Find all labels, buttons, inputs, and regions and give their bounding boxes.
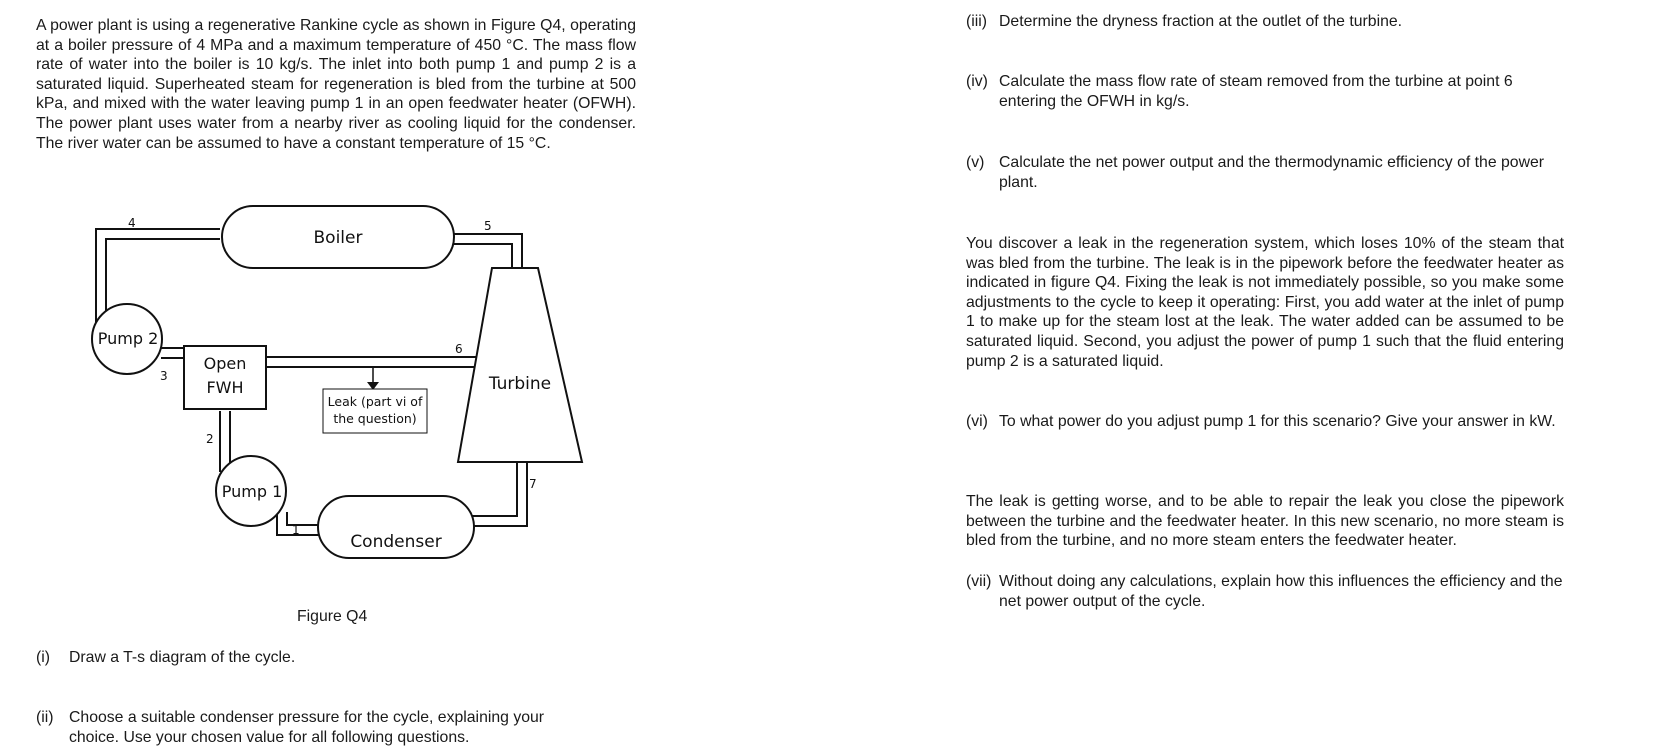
leak-label-line2: the question) (333, 411, 417, 426)
state-point-3: 3 (160, 369, 168, 383)
question-iii-number: (iii) (966, 13, 988, 30)
question-i-text: Draw a T-s diagram of the cycle. (69, 649, 296, 666)
intro-paragraph: A power plant is using a regenerative Rankine cycle as shown in Figure Q4, operating at a boiler pressure of 4 MPa and a maximum temperature of 450 °C. The mass flow rate of water into the boiler is 10 kg/s. The inlet into both pump 1 and pump 2 is a saturated liquid. Superheated steam for regeneration is bled from the turbine at 500 kPa, and mixed with the water leaving pump 1 in an open feedwater heater (OFWH). The power plant uses water from a nearby river as cooling liquid for the condenser. The river water can be assumed to have a constant temperature of 15 °C. (36, 17, 636, 152)
pipe-5-inner (452, 244, 512, 268)
question-vii (966, 572, 1566, 612)
ofwh-label-line1: Open (203, 354, 247, 373)
question-vi (966, 412, 1566, 432)
question-vii-text: Without doing any calculations, explain how this influences the efficiency and the net power output of the cycle. (999, 573, 1563, 610)
state-point-6: 6 (455, 342, 463, 356)
question-i-number: (i) (36, 649, 51, 666)
leak-label-line1: Leak (part vi of (327, 394, 423, 409)
state-point-2: 2 (206, 432, 214, 446)
ofwh-label-line2: FWH (206, 378, 244, 397)
question-v-number: (v) (966, 154, 985, 171)
question-iv-text: Calculate the mass flow rate of steam removed from the turbine at point 6 entering the OFWH in kg/s. (999, 73, 1513, 110)
state-point-7: 7 (529, 477, 537, 491)
pump-1-label: Pump 1 (221, 482, 283, 501)
condenser-label: Condenser (350, 532, 442, 552)
turbine (458, 268, 582, 462)
question-iv-number: (iv) (966, 73, 988, 90)
question-i (36, 648, 636, 668)
scenario-close-paragraph: The leak is getting worse, and to be able to repair the leak you close the pipework between the turbine and the feedwater heater. In this new scenario, no more steam is bled from the turbine, and no more steam enters the feedwater heater. (966, 493, 1564, 550)
question-iii-text: Determine the dryness fraction at the outlet of the turbine. (999, 13, 1403, 30)
question-v (966, 153, 1566, 193)
state-point-4: 4 (128, 216, 136, 230)
question-iv (966, 72, 1566, 112)
question-ii-number: (ii) (36, 709, 54, 726)
pipe-7-inner (472, 463, 517, 516)
question-v-text: Calculate the net power output and the thermodynamic efficiency of the power plant. (999, 154, 1545, 191)
question-ii (36, 708, 596, 748)
state-point-1: 1 (292, 523, 300, 537)
question-ii-text: Choose a suitable condenser pressure for the cycle, explaining your choice. Use your chosen value for all following questions. (69, 709, 545, 746)
figure-caption: Figure Q4 (297, 608, 368, 625)
figure-q4 (0, 0, 660, 600)
question-vii-number: (vii) (966, 573, 992, 590)
question-vi-number: (vi) (966, 413, 988, 430)
question-vi-text: To what power do you adjust pump 1 for this scenario? Give your answer in kW. (999, 413, 1556, 430)
question-iii (966, 12, 1566, 32)
scenario-leak-paragraph: You discover a leak in the regeneration system, which loses 10% of the steam that was bled from the turbine. The leak is in the pipework before the feedwater heater as indicated in figure Q4. Fixing the leak is not immediately possible, so you make some adjustments to the cycle to keep it operating: First, you add water at the inlet of pump 1 to make up for the steam lost at the leak. The water added can be assumed to be saturated liquid. Second, you adjust the power of pump 1 such that the fluid entering pump 2 is a saturated liquid. (966, 235, 1564, 370)
boiler-label: Boiler (313, 228, 363, 248)
pump-2-label: Pump 2 (97, 329, 159, 348)
state-point-5: 5 (484, 219, 492, 233)
turbine-label: Turbine (488, 374, 552, 394)
